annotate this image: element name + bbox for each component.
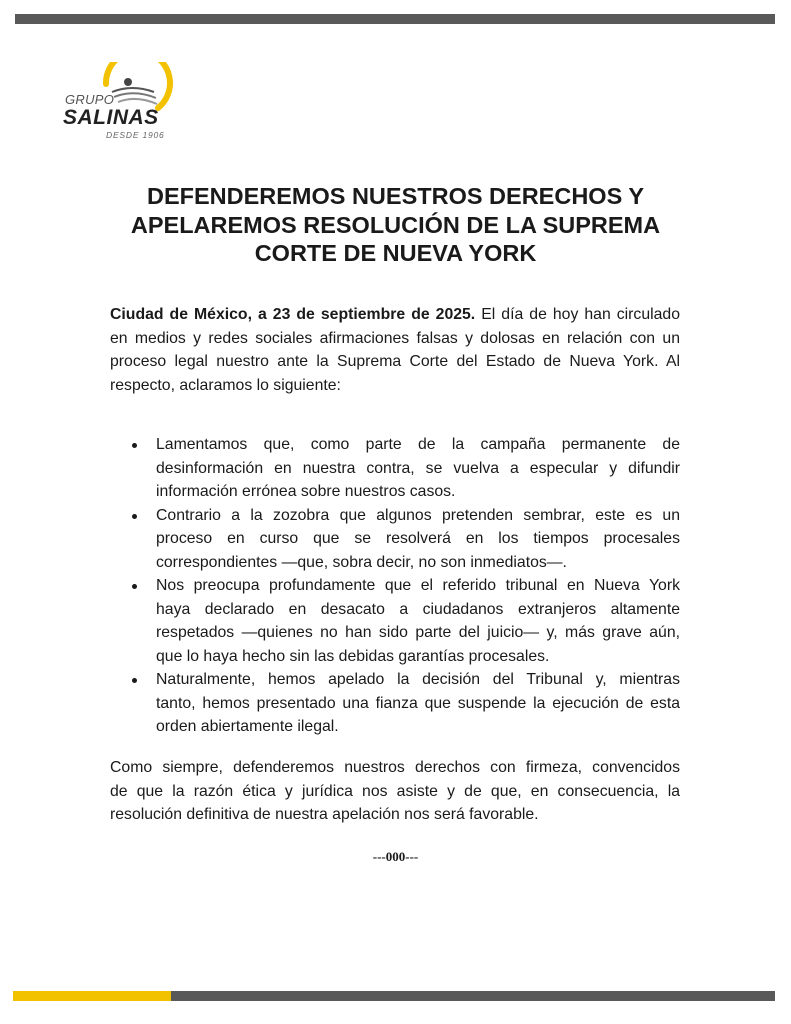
logo-salinas-text: SALINAS	[63, 106, 159, 129]
list-item	[110, 504, 680, 575]
end-mark: ---000---	[372, 849, 419, 864]
intro-line: proceso legal nuestro ante la Suprema Corte del Estado de Nueva York. Al	[110, 353, 680, 370]
list-item-line: tanto, hemos presentado una fianza que suspende la ejecución de esta	[156, 694, 680, 712]
list-item-line: Contrario a la zozobra que algunos pretenden sembrar, este es un	[156, 506, 680, 524]
grupo-salinas-logo	[60, 62, 180, 144]
bottom-border-bar	[13, 991, 775, 1001]
intro-line: en medios y redes sociales afirmaciones falsas y dolosas en relación con un	[110, 329, 680, 347]
list-item	[110, 668, 680, 739]
statement-list	[110, 433, 680, 739]
dateline: Ciudad de México, a 23 de septiembre de 2025.	[110, 306, 476, 323]
intro-paragraph	[110, 303, 680, 397]
list-item-line: que lo haya hecho sin las debidas garantías procesales.	[156, 647, 550, 665]
title-line: CORTE DE NUEVA YORK	[254, 240, 537, 266]
intro-line: respecto, aclaramos lo siguiente:	[110, 376, 341, 394]
bullet-icon	[132, 678, 137, 683]
list-item-line: haya declarado en desacato a ciudadanos extranjeros altamente	[156, 600, 680, 618]
logo-tagline: DESDE 1906	[106, 130, 165, 140]
top-border-bar	[15, 14, 775, 24]
list-item-line: correspondientes —que, sobra decir, no son inmediatos—.	[156, 553, 567, 571]
title-line: DEFENDEREMOS NUESTROS DERECHOS Y	[146, 183, 645, 209]
bullet-icon	[132, 514, 137, 519]
list-item	[110, 574, 680, 668]
bullet-icon	[132, 584, 137, 589]
closing-line: Como siempre, defenderemos nuestros derechos con firmeza, convencidos	[110, 759, 680, 776]
intro-line	[110, 303, 680, 327]
closing-line: de que la razón ética y jurídica nos asiste y de que, en consecuencia, la	[110, 782, 680, 800]
title-line: APELAREMOS RESOLUCIÓN DE LA SUPREMA	[130, 211, 661, 238]
list-item-line: desinformación en nuestra contra, se vuelva a especular y difundir	[156, 459, 680, 477]
list-item-line: Naturalmente, hemos apelado la decisión del Tribunal y, mientras	[156, 671, 680, 688]
list-item	[110, 433, 680, 504]
closing-paragraph	[110, 756, 680, 827]
list-item-line: Lamentamos que, como parte de la campaña permanente de	[156, 436, 680, 453]
list-item-line: respetados —quienes no han sido parte del juicio— y, más grave aún,	[156, 624, 680, 641]
list-item-line: información errónea sobre nuestros casos.	[156, 483, 456, 500]
closing-line: resolución definitiva de nuestra apelación nos será favorable.	[110, 806, 539, 823]
document-title	[60, 182, 731, 268]
list-item-line: orden abiertamente ilegal.	[156, 718, 339, 735]
bottom-bar-gray-segment	[171, 991, 775, 1001]
logo-grupo-text: GRUPO	[65, 92, 115, 107]
list-item-line: Nos preocupa profundamente que el referido tribunal en Nueva York	[156, 577, 680, 594]
bullet-icon	[132, 443, 137, 448]
bottom-bar-yellow-segment	[13, 991, 171, 1001]
list-item-line: proceso en curso que se resolverá en los tiempos procesales	[156, 530, 680, 547]
intro-line-rest: El día de hoy han circulado	[475, 306, 680, 323]
